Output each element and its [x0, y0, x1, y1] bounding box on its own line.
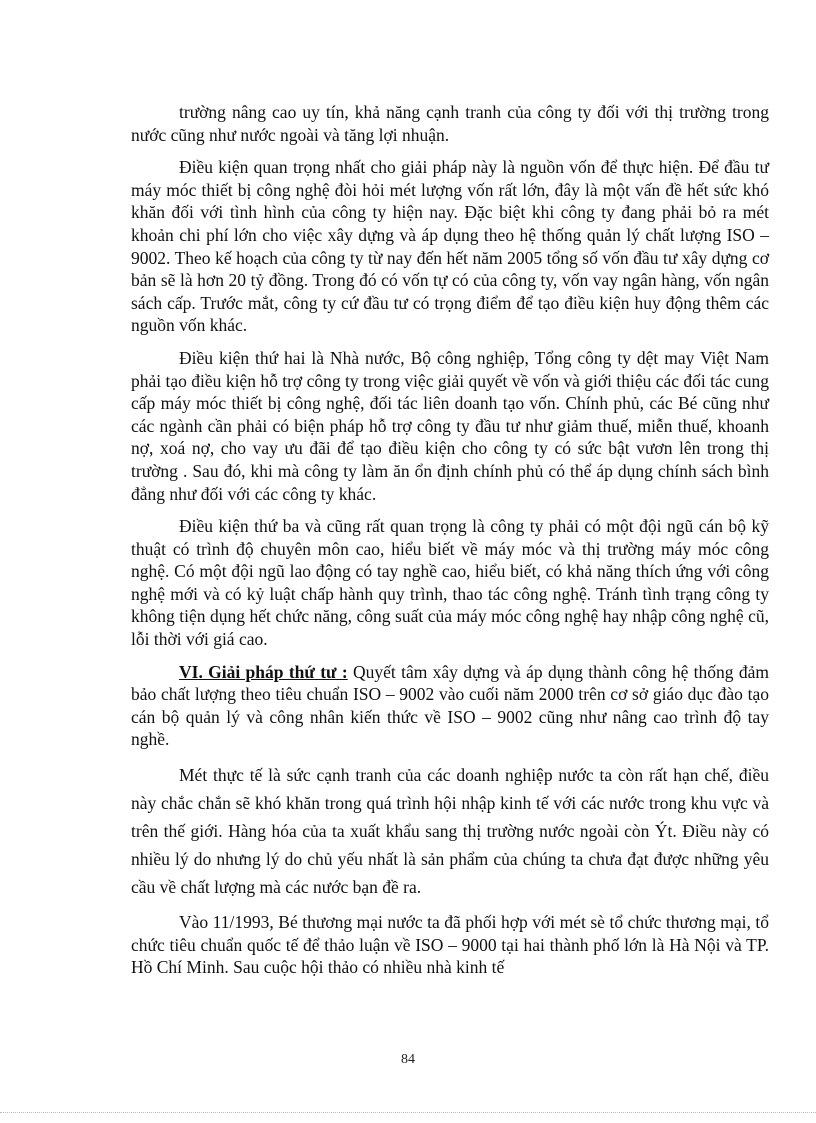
paragraph-solution-four — [131, 661, 769, 751]
page-bottom-divider — [0, 1112, 816, 1113]
body-text — [131, 101, 769, 989]
paragraph-1993-conference: Vào 11/1993, Bé thương mại nước ta đã phối hợp với mét sè tổ chức thương mại, tổ chức tiêu chuẩn quốc tế để thảo luận về ISO – 9000 tại hai thành phố lớn là Hà Nội và TP. Hồ Chí Minh. Sau cuộc hội thảo có nhiều nhà kinh tế — [131, 912, 769, 978]
paragraph-technical-staff: Điều kiện thứ ba và cũng rất quan trọng là công ty phải có một đội ngũ cán bộ kỹ thuật có trình độ chuyên môn cao, hiểu biết về máy móc và thị trường máy móc công nghệ. Có một đội ngũ lao động có tay nghề cao, hiểu biết, có khả năng thích ứng với công nghệ mới và có kỷ luật chấp hành quy trình, thao tác công nghệ. Tránh tình trạng công ty không tiện dụng hết chức năng, công suất của máy móc công nghệ hay nhập công nghệ cũ, lỗi thời với giá cao. — [131, 516, 769, 650]
page-number: 84 — [401, 1052, 415, 1067]
paragraph-continuation: trường nâng cao uy tín, khả năng cạnh tranh của công ty đối với thị trường trong nước cũng như nước ngoài và tăng lợi nhuận. — [131, 102, 769, 145]
paragraph-state-support: Điều kiện thứ hai là Nhà nước, Bộ công nghiệp, Tổng công ty dệt may Việt Nam phải tạo điều kiện hỗ trợ công ty trong việc giải quyết về vốn và giới thiệu các đối tác cung cấp máy móc thiết bị công nghệ, đối tác liên doanh tạo vốn. Chính phủ, các Bé cũng như các ngành cần phải có biện pháp hỗ trợ công ty đầu tư như giảm thuế, miễn thuế, khoanh nợ, xoá nợ, cho vay ưu đãi để tạo điều kiện cho công ty có sức bật vươn lên trong thị trường . Sau đó, khi mà công ty làm ăn ổn định chính phủ có thể áp dụng chính sách bình đẳng như đối với các công ty khác. — [131, 347, 769, 504]
paragraph-funding-condition: Điều kiện quan trọng nhất cho giải pháp này là nguồn vốn để thực hiện. Để đầu tư máy móc thiết bị công nghệ đòi hỏi mét lượng vốn rất lớn, đây là một vấn đề hết sức khó khăn đối với tình hình của công ty hiện nay. Đặc biệt khi công ty đang phải bỏ ra mét khoản chi phí lớn cho việc xây dựng và áp dụng theo hệ thống quản lý chất lượng ISO – 9002. Theo kế hoạch của công ty từ nay đến hết năm 2005 tổng số vốn đầu tư xây dựng cơ bản sẽ là hơn 20 tỷ đồng. Trong đó có vốn tự có của công ty, vốn vay ngân hàng, vốn ngân sách cấp. Trước mắt, công ty cứ đầu tư có trọng điểm để tạo điều kiện huy động thêm các nguồn vốn khác. — [131, 157, 769, 336]
paragraph-competitiveness: Mét thực tế là sức cạnh tranh của các doanh nghiệp nước ta còn rất hạn chế, điều này chắc chắn sẽ khó khăn trong quá trình hội nhập kinh tế với các nước trong khu vực và trên thế giới. Hàng hóa của ta xuất khẩu sang thị trường nước ngoài còn Ýt. Điều này có nhiều lý do nhưng lý do chủ yếu nhất là sản phẩm của chúng ta chưa đạt được những yêu cầu về chất lượng mà các nước bạn đề ra. — [131, 765, 769, 898]
section-heading: VI. Giải pháp thứ tư : — [179, 661, 348, 682]
section-heading-text: Quyết tâm xây dựng và áp dụng thành công hệ thống đảm bảo chất lượng theo tiêu chuẩn ISO – 9002 vào cuối năm 2000 trên cơ sở giáo dục đào tạo cán bộ quản lý và công nhân kiến thức về ISO – 9002 cũng như nâng cao trình độ tay nghề. — [131, 661, 769, 750]
